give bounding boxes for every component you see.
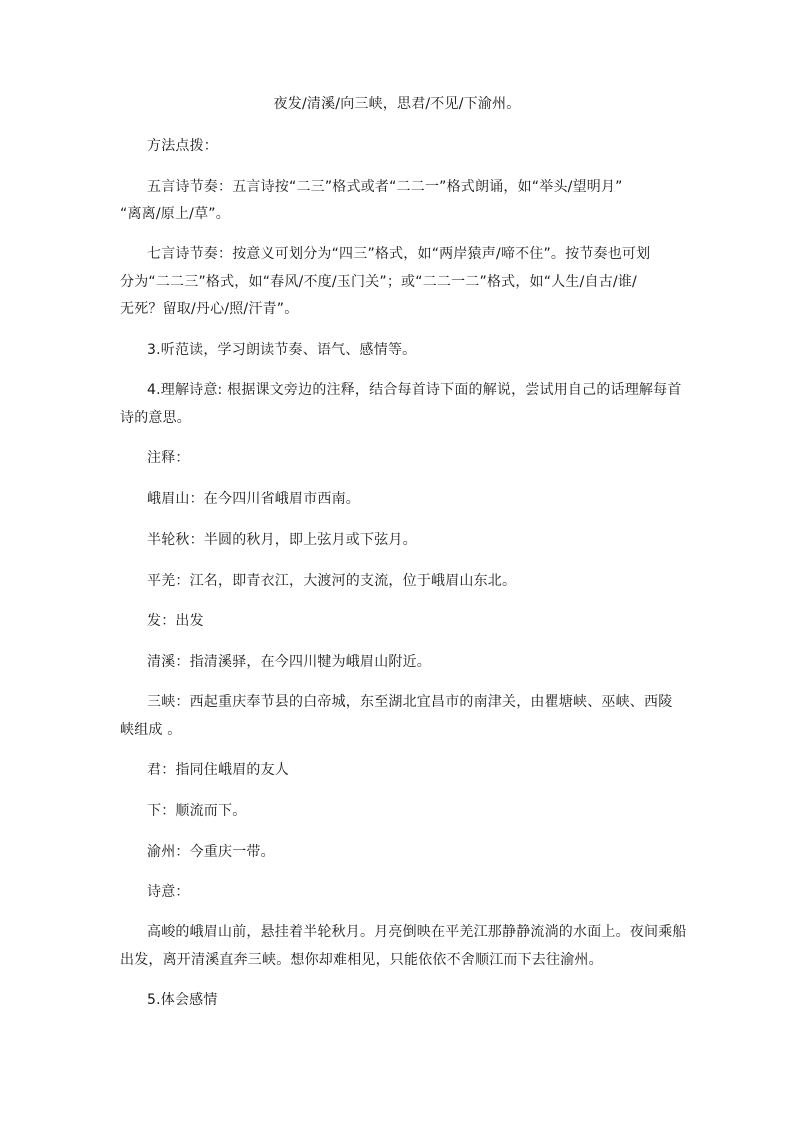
note-sanxia-line-2: 峡组成 。 [120, 722, 182, 738]
seven-char-rhythm-line-2: 分为“二二三”格式，如“春风/不度/玉门关”；或“二二一二”格式，如“人生/自古/谁/ [120, 274, 637, 290]
poem-line: 夜发/清溪/向三峡，思君/不见/下渝州。 [273, 96, 521, 112]
five-char-rhythm-line-2: “离离/原上/草”。 [120, 206, 230, 222]
note-sanxia-line-1: 三峡：西起重庆奉节县的白帝城，东至湖北宜昌市的南津关，由瞿塘峡、巫峡、西陵 [147, 694, 673, 710]
note-emeishan: 峨眉山：在今四川省峨眉市西南。 [147, 491, 360, 507]
meaning-heading: 诗意： [147, 884, 190, 900]
meaning-line-2: 出发，离开清溪直奔三峡。想你却难相见，只能依依不舍顺江而下去往渝州。 [120, 952, 603, 968]
note-pingqiang: 平羌：江名，即青衣江，大渡河的支流，位于峨眉山东北。 [147, 573, 517, 589]
note-fa: 发：出发 [147, 613, 204, 629]
meaning-line-1: 高峻的峨眉山前，悬挂着半轮秋月。月亮倒映在平羌江那静静流淌的水面上。夜间乘船 [147, 924, 687, 940]
method-heading: 方法点拨： [147, 138, 218, 154]
note-xia: 下：顺流而下。 [147, 803, 247, 819]
notes-heading: 注释： [147, 450, 190, 466]
seven-char-rhythm-line-3: 无死？留取/丹心/照/汗青”。 [120, 301, 299, 317]
five-char-rhythm-line-1: 五言诗节奏：五言诗按“二三”格式或者“二二一”格式朗诵，如“举头/望明月” [147, 179, 623, 195]
step-4-line-1: 4.理解诗意: 根据课文旁边的注释，结合每首诗下面的解说，尝试用自己的话理解每首 [147, 382, 682, 398]
step-3-listen: 3.听范读，学习朗读节奏、语气、感情等。 [147, 342, 417, 358]
note-yuzhou: 渝州：今重庆一带。 [147, 844, 275, 860]
note-jun: 君：指同住峨眉的友人 [147, 762, 289, 778]
note-qingxi: 清溪：指清溪驿，在今四川犍为峨眉山附近。 [147, 654, 431, 670]
step-4-line-2: 诗的意思。 [120, 410, 191, 426]
seven-char-rhythm-line-1: 七言诗节奏：按意义可划分为“四三”格式，如“两岸猿声/啼不住”。按节奏也可划 [147, 246, 651, 262]
step-5-feel: 5.体会感情 [147, 992, 218, 1008]
note-banlunqiu: 半轮秋：半圆的秋月，即上弦月或下弦月。 [147, 532, 417, 548]
